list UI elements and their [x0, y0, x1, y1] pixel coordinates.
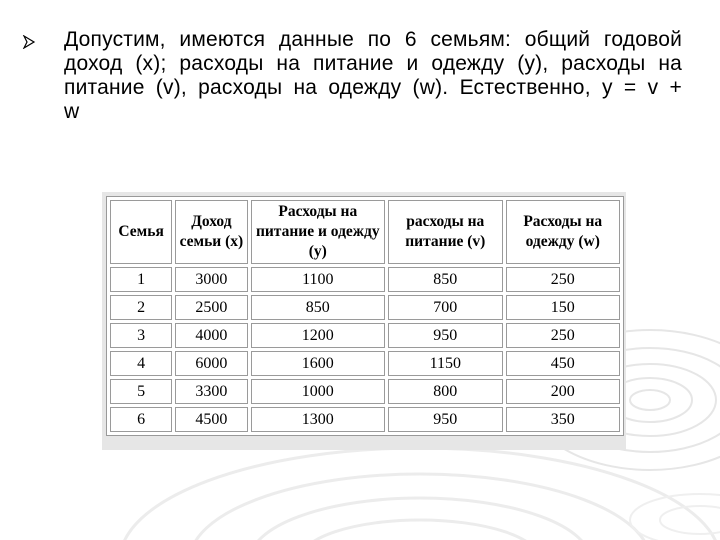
- table-row: [110, 379, 620, 404]
- cell-food: 950: [388, 323, 502, 348]
- cell-food: 1150: [388, 351, 502, 376]
- cell-family: 2: [110, 295, 172, 320]
- cell-income: 4000: [175, 323, 247, 348]
- cell-clothes: 450: [506, 351, 620, 376]
- header-clothes-expenses: Расходы на одежду (w): [506, 200, 620, 264]
- table-row: [110, 351, 620, 376]
- cell-food-clothes: 1300: [251, 407, 386, 432]
- cell-food-clothes: 1200: [251, 323, 386, 348]
- cell-food: 800: [388, 379, 502, 404]
- cell-food-clothes: 1000: [251, 379, 386, 404]
- cell-clothes: 350: [506, 407, 620, 432]
- cell-family: 3: [110, 323, 172, 348]
- table-row: [110, 295, 620, 320]
- cell-family: 5: [110, 379, 172, 404]
- cell-family: 1: [110, 267, 172, 292]
- cell-income: 4500: [175, 407, 247, 432]
- cell-food: 950: [388, 407, 502, 432]
- cell-food-clothes: 850: [251, 295, 386, 320]
- header-family: Семья: [110, 200, 172, 264]
- cell-food: 700: [388, 295, 502, 320]
- cell-income: 3300: [175, 379, 247, 404]
- table-row: [110, 407, 620, 432]
- cell-clothes: 250: [506, 323, 620, 348]
- cell-food: 850: [388, 267, 502, 292]
- table-header-row: [110, 200, 620, 264]
- cell-income: 6000: [175, 351, 247, 376]
- bullet-point: [22, 28, 682, 124]
- family-data-table: [106, 196, 624, 436]
- cell-clothes: 250: [506, 267, 620, 292]
- header-food-clothes-expenses: Расходы на питание и одежду (y): [251, 200, 386, 264]
- cell-income: 2500: [175, 295, 247, 320]
- table-row: [110, 267, 620, 292]
- arrow-bullet-icon: [22, 35, 36, 49]
- bullet-text: Допустим, имеются данные по 6 семьям: общий годовой доход (x); расходы на питание и одежду (y), расходы на питание (v), расходы на одежду (w). Естественно, y = v + w: [64, 28, 682, 123]
- cell-clothes: 200: [506, 379, 620, 404]
- cell-food-clothes: 1100: [251, 267, 386, 292]
- header-food-expenses: расходы на питание (v): [388, 200, 502, 264]
- data-table-container: [102, 192, 626, 450]
- cell-food-clothes: 1600: [251, 351, 386, 376]
- table-row: [110, 323, 620, 348]
- header-income: Доход семьи (x): [175, 200, 247, 264]
- cell-income: 3000: [175, 267, 247, 292]
- cell-clothes: 150: [506, 295, 620, 320]
- cell-family: 6: [110, 407, 172, 432]
- cell-family: 4: [110, 351, 172, 376]
